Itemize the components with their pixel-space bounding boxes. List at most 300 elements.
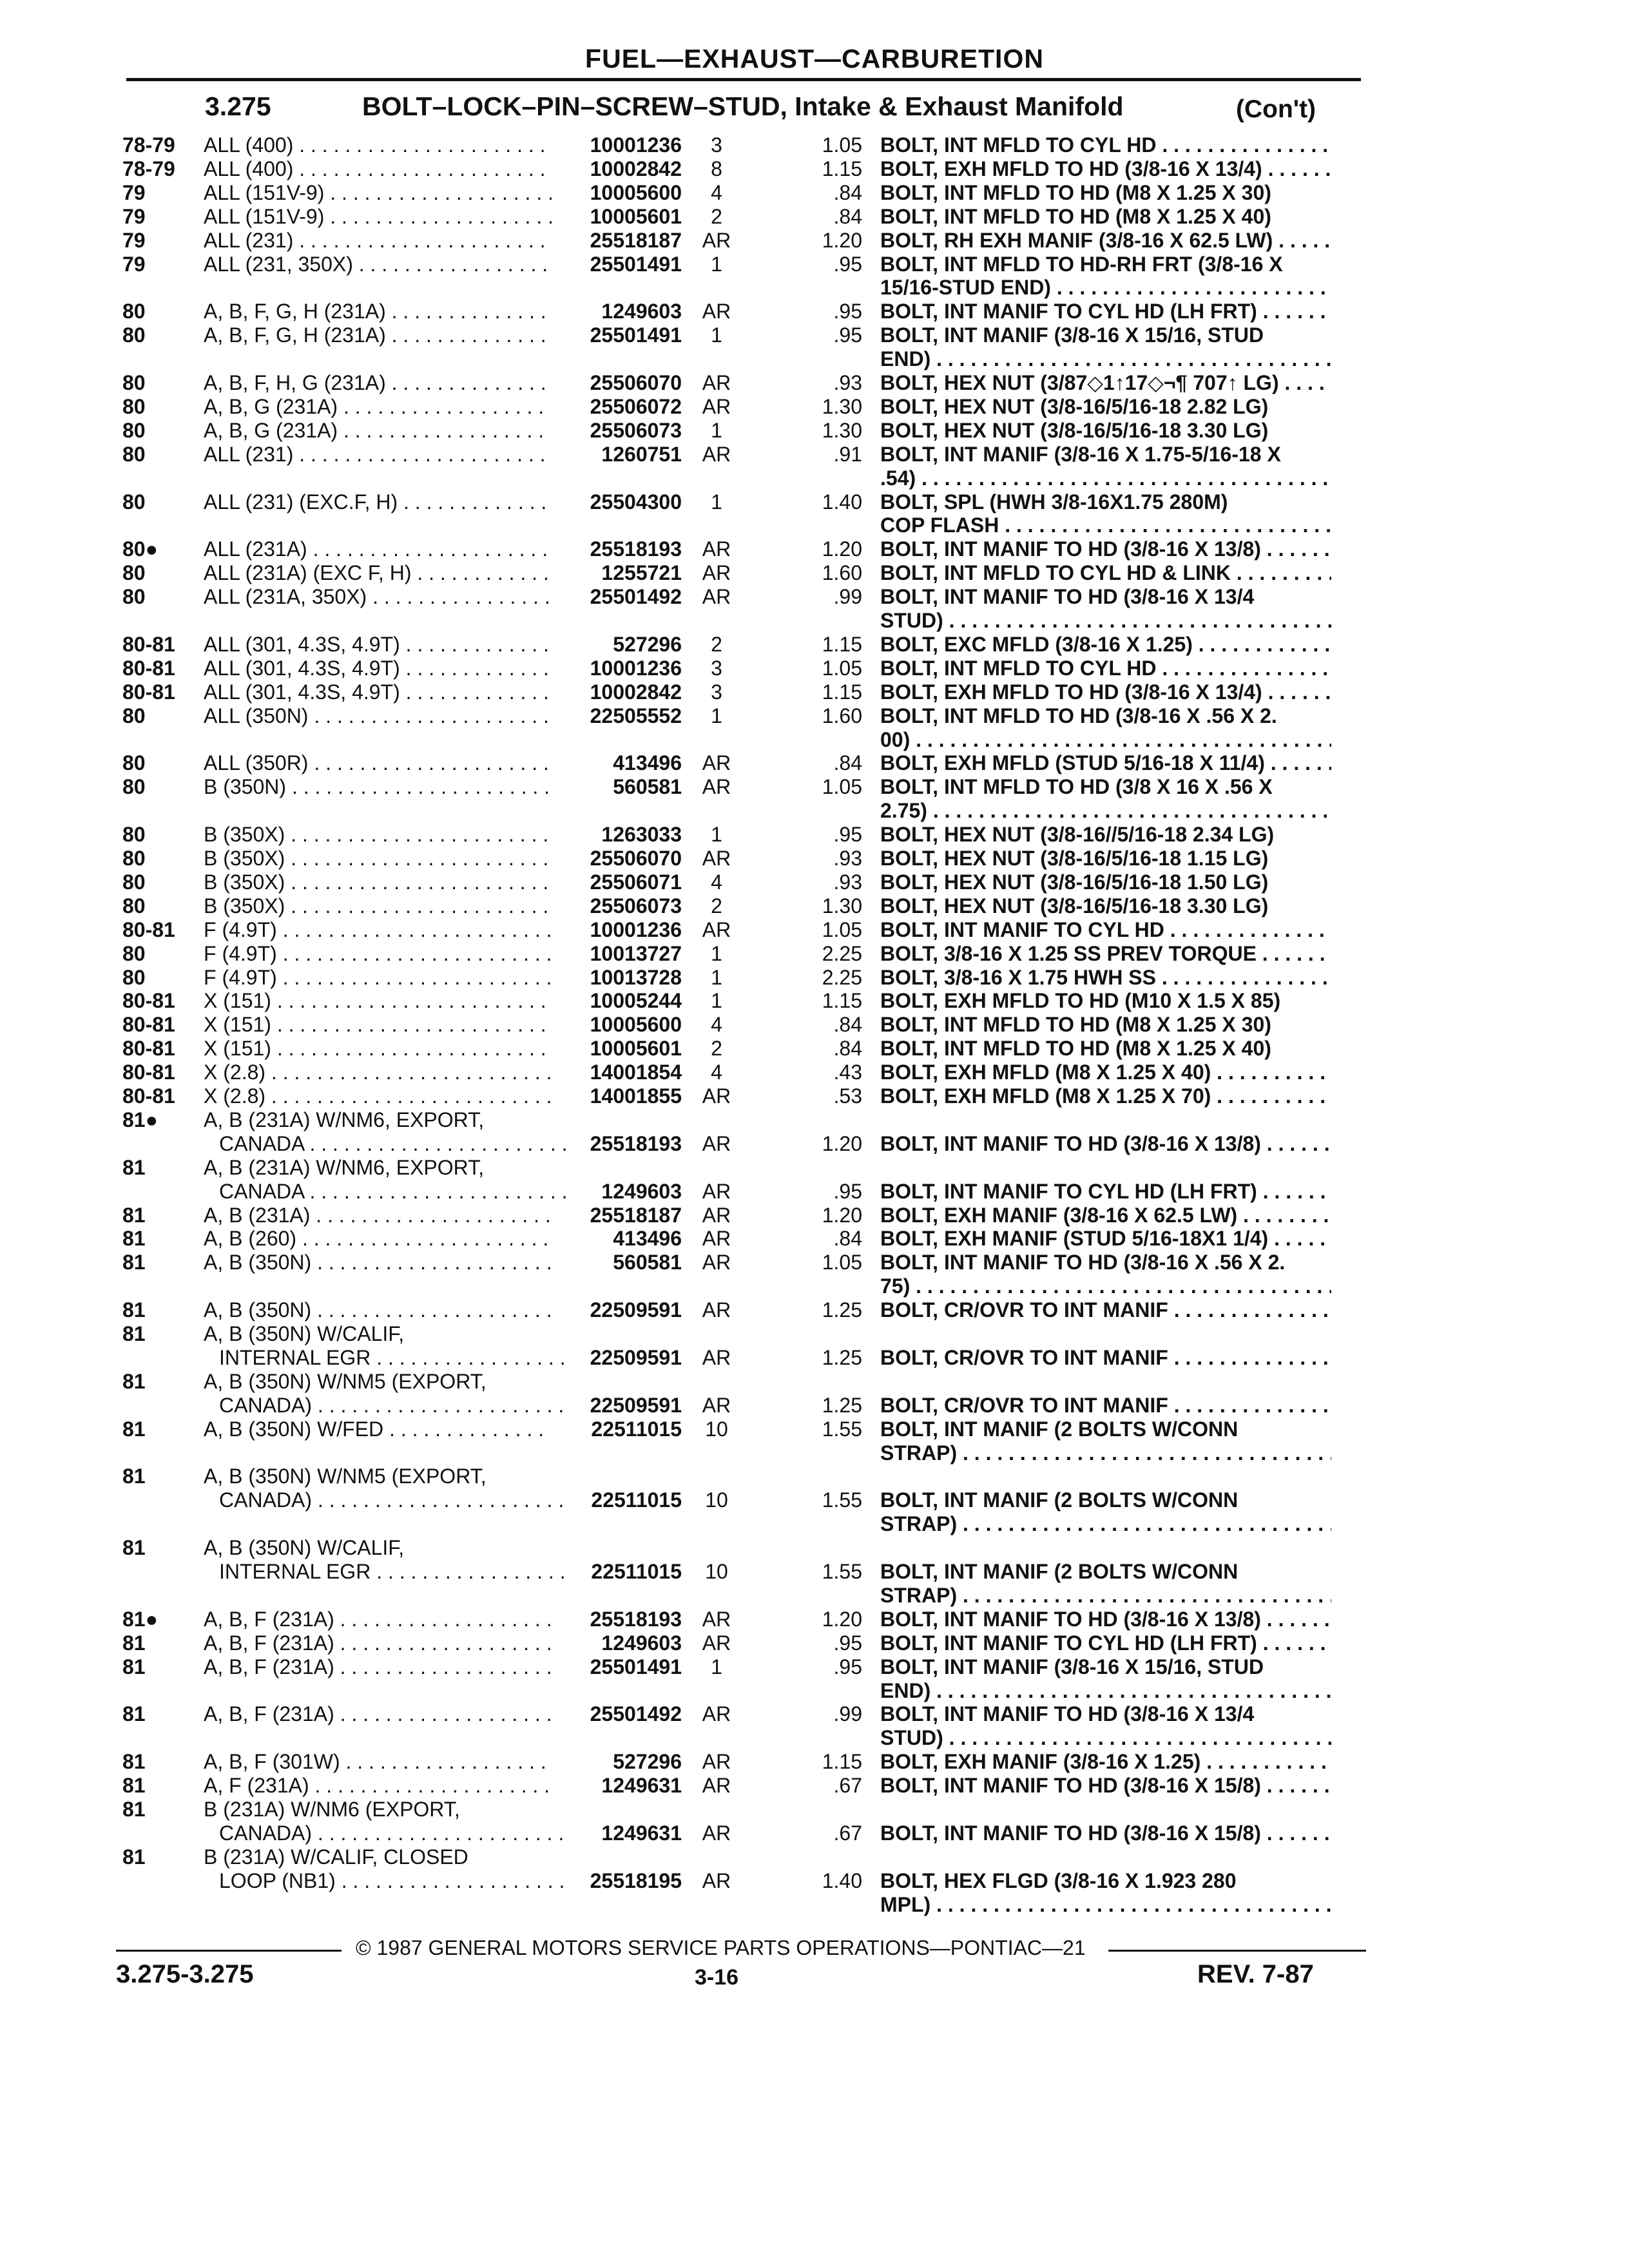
part-name-cell: BOLT, HEX NUT (3/8-16/5/16-18 2.82 LG) xyxy=(880,395,1269,418)
part-number-cell: 10013728 xyxy=(590,966,682,989)
footer-rule-left xyxy=(116,1950,342,1952)
application-cell: ALL (231, 350X) . . . xyxy=(204,252,552,276)
application-cell: A, B (350N) W/FED . . . xyxy=(204,1417,552,1441)
price-cell: .99 xyxy=(833,1702,862,1725)
quantity-cell: AR xyxy=(702,1251,731,1274)
application-cell: B (350X) . . . xyxy=(204,822,552,847)
part-number-cell: 560581 xyxy=(613,775,682,798)
model-year-cell: 80 xyxy=(122,823,146,846)
part-name-cell: BOLT, INT MANIF (3/8-16 X 15/16, STUD xyxy=(880,1655,1264,1678)
part-name-cell: BOLT, INT MFLD TO CYL HD & LINK . . . xyxy=(880,561,1331,585)
table-row xyxy=(0,1678,1629,1703)
application-cell: A, B, F (231A) . . . xyxy=(204,1607,552,1631)
table-row xyxy=(0,751,1629,775)
part-number-cell: 14001854 xyxy=(590,1061,682,1084)
application-cell: ALL (231A) . . . xyxy=(204,537,552,561)
application-cell: CANADA . . . xyxy=(219,1131,567,1156)
part-number-cell: 25518193 xyxy=(590,1608,682,1631)
price-cell: .95 xyxy=(833,323,862,347)
application-cell: X (2.8) . . . xyxy=(204,1084,552,1108)
quantity-cell: 1 xyxy=(711,1655,722,1678)
part-name-cell: MPL) . . . xyxy=(880,1892,1331,1917)
price-cell: .93 xyxy=(833,847,862,870)
price-cell: 1.60 xyxy=(822,704,862,727)
model-year-cell: 80 xyxy=(122,443,146,466)
model-year-cell: 79 xyxy=(122,205,146,228)
part-number-cell: 10005600 xyxy=(590,181,682,204)
application-cell: ALL (350R) . . . xyxy=(204,751,552,775)
quantity-cell: AR xyxy=(702,537,731,561)
model-year-cell: 81● xyxy=(122,1608,158,1631)
price-cell: .95 xyxy=(833,300,862,323)
part-name-cell: BOLT, INT MANIF TO CYL HD (LH FRT) . . . xyxy=(880,299,1331,323)
part-name-cell: BOLT, HEX FLGD (3/8-16 X 1.923 280 xyxy=(880,1869,1237,1892)
price-cell: 1.25 xyxy=(822,1346,862,1369)
price-cell: 1.05 xyxy=(822,1251,862,1274)
model-year-cell: 81 xyxy=(122,1750,146,1773)
price-cell: 1.05 xyxy=(822,133,862,157)
footer-copyright: © 1987 GENERAL MOTORS SERVICE PARTS OPERATIONS—PONTIAC—21 xyxy=(356,1936,1086,1959)
part-number-cell: 22511015 xyxy=(591,1488,682,1512)
model-year-cell: 80 xyxy=(122,395,146,418)
table-row xyxy=(0,870,1629,894)
application-cell: B (350X) . . . xyxy=(204,894,552,918)
table-row xyxy=(0,774,1629,799)
part-name-cell: BOLT, EXC MFLD (3/8-16 X 1.25) . . . xyxy=(880,632,1331,657)
application-cell: ALL (400) . . . xyxy=(204,133,552,157)
part-number-cell: 10005600 xyxy=(590,1013,682,1036)
table-row xyxy=(0,1369,1629,1394)
part-number-cell: 1260751 xyxy=(601,443,682,466)
price-cell: 1.15 xyxy=(822,157,862,180)
model-year-cell: 80-81 xyxy=(122,1084,175,1108)
part-name-cell: 15/16-STUD END) . . . xyxy=(880,275,1331,300)
application-cell: ALL (231) . . . xyxy=(204,228,552,253)
part-name-cell: STUD) . . . xyxy=(880,1725,1331,1750)
table-row xyxy=(0,988,1629,1013)
footer-revision: REV. 7-87 xyxy=(1197,1960,1314,1988)
quantity-cell: 4 xyxy=(711,870,722,894)
quantity-cell: AR xyxy=(702,229,731,252)
table-row xyxy=(0,1274,1629,1298)
model-year-cell: 81 xyxy=(122,1798,146,1821)
model-year-cell: 81 xyxy=(122,1774,146,1797)
model-year-cell: 80-81 xyxy=(122,633,175,656)
quantity-cell: 10 xyxy=(705,1560,728,1583)
table-row xyxy=(0,1179,1629,1204)
price-cell: 1.15 xyxy=(822,1750,862,1773)
part-name-cell: BOLT, INT MFLD TO HD (M8 X 1.25 X 40) xyxy=(880,1037,1271,1060)
model-year-cell: 80-81 xyxy=(122,1061,175,1084)
model-year-cell: 80 xyxy=(122,490,146,514)
application-cell: F (4.9T) . . . xyxy=(204,918,552,942)
price-cell: .67 xyxy=(833,1821,862,1845)
price-cell: 1.55 xyxy=(822,1560,862,1583)
application-cell: ALL (231) . . . xyxy=(204,442,552,466)
table-row xyxy=(0,1512,1629,1536)
part-name-cell: BOLT, HEX NUT (3/8-16/5/16-18 1.50 LG) xyxy=(880,870,1269,894)
part-number-cell: 10001236 xyxy=(590,657,682,680)
part-number-cell: 1249603 xyxy=(601,300,682,323)
application-cell: ALL (151V-9) . . . xyxy=(204,180,552,205)
model-year-cell: 81 xyxy=(122,1536,146,1559)
part-number-cell: 25506071 xyxy=(590,870,682,894)
application-cell: A, B (231A) W/NM6, EXPORT, xyxy=(204,1156,485,1179)
model-year-cell: 80 xyxy=(122,966,146,989)
application-cell: X (151) . . . xyxy=(204,988,552,1013)
part-name-cell: BOLT, INT MFLD TO HD (M8 X 1.25 X 30) xyxy=(880,1013,1271,1036)
part-name-cell: BOLT, INT MANIF TO HD (3/8-16 X 13/8) . . . xyxy=(880,1607,1331,1631)
application-cell: A, F (231A) . . . xyxy=(204,1773,552,1798)
application-cell: A, B, F, G, H (231A) . . . xyxy=(204,299,552,323)
part-name-cell: STRAP) . . . xyxy=(880,1441,1331,1465)
part-number-cell: 10001236 xyxy=(590,918,682,941)
table-row xyxy=(0,466,1629,490)
quantity-cell: 1 xyxy=(711,323,722,347)
table-row xyxy=(0,347,1629,371)
quantity-cell: 4 xyxy=(711,1013,722,1036)
table-row xyxy=(0,1012,1629,1037)
application-cell: ALL (350N) . . . xyxy=(204,704,552,728)
part-number-cell: 10005601 xyxy=(590,1037,682,1060)
part-name-cell: BOLT, HEX NUT (3/8-16/5/16-18 1.15 LG) xyxy=(880,847,1269,870)
table-row xyxy=(0,632,1629,657)
part-name-cell: END) . . . xyxy=(880,1678,1331,1703)
model-year-cell: 81 xyxy=(122,1845,146,1869)
table-row xyxy=(0,1869,1629,1893)
application-cell: ALL (231A, 350X) . . . xyxy=(204,584,552,609)
application-cell: X (2.8) . . . xyxy=(204,1060,552,1084)
part-name-cell: BOLT, HEX NUT (3/8-16//5/16-18 2.34 LG) xyxy=(880,823,1275,846)
part-number-cell: 25506073 xyxy=(590,894,682,918)
model-year-cell: 79 xyxy=(122,229,146,252)
table-row xyxy=(0,680,1629,704)
price-cell: .95 xyxy=(833,1180,862,1203)
quantity-cell: 8 xyxy=(711,157,722,180)
part-name-cell: STRAP) . . . xyxy=(880,1512,1331,1536)
quantity-cell: AR xyxy=(702,1821,731,1845)
application-cell: A, B, G (231A) . . . xyxy=(204,418,552,443)
application-cell: INTERNAL EGR . . . xyxy=(219,1345,567,1370)
part-number-cell: 25506070 xyxy=(590,847,682,870)
part-name-cell: 00) . . . xyxy=(880,727,1331,752)
table-row xyxy=(0,656,1629,680)
quantity-cell: AR xyxy=(702,395,731,418)
application-cell: B (350X) . . . xyxy=(204,846,552,870)
model-year-cell: 81 xyxy=(122,1655,146,1678)
part-number-cell: 1263033 xyxy=(601,823,682,846)
footer-rule-right xyxy=(1108,1950,1366,1952)
model-year-cell: 81 xyxy=(122,1251,146,1274)
part-number-cell: 22511015 xyxy=(591,1418,682,1441)
quantity-cell: AR xyxy=(702,1346,731,1369)
model-year-cell: 80 xyxy=(122,300,146,323)
part-number-cell: 413496 xyxy=(613,1227,682,1250)
part-name-cell: BOLT, EXH MANIF (STUD 5/16-18X1 1/4) . . . xyxy=(880,1226,1331,1251)
model-year-cell: 80-81 xyxy=(122,1037,175,1060)
part-name-cell: BOLT, INT MFLD TO HD (M8 X 1.25 X 40) xyxy=(880,205,1271,228)
part-name-cell: BOLT, INT MANIF TO HD (3/8-16 X 13/4 xyxy=(880,1702,1255,1725)
table-row xyxy=(0,1535,1629,1560)
table-row xyxy=(0,1393,1629,1418)
price-cell: .84 xyxy=(833,1037,862,1060)
part-name-cell: BOLT, INT MFLD TO HD (3/8-16 X .56 X 2. xyxy=(880,704,1277,727)
part-name-cell: BOLT, RH EXH MANIF (3/8-16 X 62.5 LW) . . . xyxy=(880,228,1331,253)
application-cell: B (231A) W/CALIF, CLOSED xyxy=(204,1845,468,1869)
model-year-cell: 81 xyxy=(122,1702,146,1725)
application-cell: CANADA) . . . xyxy=(219,1821,567,1845)
part-name-cell: 75) . . . xyxy=(880,1274,1331,1298)
price-cell: 1.30 xyxy=(822,419,862,442)
quantity-cell: 2 xyxy=(711,205,722,228)
quantity-cell: 2 xyxy=(711,1037,722,1060)
table-row xyxy=(0,252,1629,276)
part-name-cell: BOLT, INT MANIF (2 BOLTS W/CONN xyxy=(880,1418,1239,1441)
model-year-cell: 80-81 xyxy=(122,657,175,680)
application-cell: A, B (350N) W/NM5 (EXPORT, xyxy=(204,1465,487,1488)
application-cell: ALL (231A) (EXC F, H) . . . xyxy=(204,561,552,585)
table-row xyxy=(0,561,1629,585)
table-row xyxy=(0,1321,1629,1346)
application-cell: ALL (400) . . . xyxy=(204,157,552,181)
quantity-cell: AR xyxy=(702,1084,731,1108)
application-cell: INTERNAL EGR . . . xyxy=(219,1559,567,1584)
price-cell: .84 xyxy=(833,205,862,228)
price-cell: 1.60 xyxy=(822,561,862,584)
table-row xyxy=(0,584,1629,609)
part-name-cell: BOLT, CR/OVR TO INT MANIF . . . xyxy=(880,1393,1331,1418)
page-header-title: FUEL—EXHAUST—CARBURETION xyxy=(585,44,1044,73)
part-number-cell: 25506072 xyxy=(590,395,682,418)
part-number-cell: 10005601 xyxy=(590,205,682,228)
part-name-cell: BOLT, INT MANIF (3/8-16 X 15/16, STUD xyxy=(880,323,1264,347)
quantity-cell: AR xyxy=(702,775,731,798)
table-row xyxy=(0,941,1629,966)
application-cell: X (151) . . . xyxy=(204,1012,552,1037)
quantity-cell: AR xyxy=(702,1869,731,1892)
part-number-cell: 1249603 xyxy=(601,1180,682,1203)
quantity-cell: 3 xyxy=(711,657,722,680)
application-cell: CANADA . . . xyxy=(219,1179,567,1204)
model-year-cell: 80 xyxy=(122,751,146,774)
part-name-cell: BOLT, EXH MFLD (M8 X 1.25 X 70) . . . xyxy=(880,1084,1331,1108)
table-row xyxy=(0,204,1629,229)
price-cell: 1.25 xyxy=(822,1394,862,1417)
price-cell: 1.20 xyxy=(822,1132,862,1155)
quantity-cell: AR xyxy=(702,1227,731,1250)
quantity-cell: AR xyxy=(702,300,731,323)
price-cell: 1.20 xyxy=(822,1204,862,1227)
part-number-cell: 25518187 xyxy=(590,229,682,252)
model-year-cell: 80 xyxy=(122,323,146,347)
part-number-cell: 22509591 xyxy=(590,1346,682,1369)
model-year-cell: 81 xyxy=(122,1227,146,1250)
table-row xyxy=(0,1488,1629,1512)
price-cell: .53 xyxy=(833,1084,862,1108)
application-cell: X (151) . . . xyxy=(204,1036,552,1061)
table-row xyxy=(0,1845,1629,1869)
model-year-cell: 81 xyxy=(122,1370,146,1393)
table-row xyxy=(0,1345,1629,1370)
part-name-cell: BOLT, CR/OVR TO INT MANIF . . . xyxy=(880,1298,1331,1322)
quantity-cell: 3 xyxy=(711,680,722,704)
part-number-cell: 1249631 xyxy=(601,1821,682,1845)
part-name-cell: .54) . . . xyxy=(880,466,1331,490)
table-row xyxy=(0,798,1629,823)
application-cell: ALL (231) (EXC.F, H) . . . xyxy=(204,490,552,514)
quantity-cell: 2 xyxy=(711,894,722,918)
part-name-cell: BOLT, CR/OVR TO INT MANIF . . . xyxy=(880,1345,1331,1370)
quantity-cell: AR xyxy=(702,1180,731,1203)
application-cell: A, B (350N) W/CALIF, xyxy=(204,1536,405,1559)
table-row xyxy=(0,1108,1629,1132)
footer-section-range: 3.275-3.275 xyxy=(116,1960,254,1988)
quantity-cell: AR xyxy=(702,1631,731,1655)
part-name-cell: BOLT, INT MFLD TO CYL HD . . . xyxy=(880,656,1331,680)
quantity-cell: 4 xyxy=(711,1061,722,1084)
model-year-cell: 80 xyxy=(122,704,146,727)
model-year-cell: 80 xyxy=(122,419,146,442)
table-row xyxy=(0,442,1629,466)
table-row xyxy=(0,1892,1629,1917)
part-name-cell: STRAP) . . . xyxy=(880,1583,1331,1608)
model-year-cell: 81 xyxy=(122,1204,146,1227)
section-continued: (Con't) xyxy=(1236,95,1316,123)
table-row xyxy=(0,370,1629,395)
quantity-cell: 1 xyxy=(711,942,722,965)
quantity-cell: AR xyxy=(702,847,731,870)
footer-page-number: 3-16 xyxy=(695,1965,739,1990)
price-cell: 2.25 xyxy=(822,966,862,989)
part-name-cell: BOLT, 3/8-16 X 1.75 HWH SS . . . xyxy=(880,965,1331,990)
part-name-cell: BOLT, EXH MFLD TO HD (3/8-16 X 13/4) . . . xyxy=(880,680,1331,704)
quantity-cell: 1 xyxy=(711,704,722,727)
part-number-cell: 1255721 xyxy=(601,561,682,584)
table-row xyxy=(0,608,1629,633)
application-cell: A, B, F, G, H (231A) . . . xyxy=(204,323,552,347)
part-name-cell: BOLT, SPL (HWH 3/8-16X1.75 280M) xyxy=(880,490,1228,514)
table-row xyxy=(0,1607,1629,1631)
part-number-cell: 25501491 xyxy=(590,323,682,347)
table-row xyxy=(0,1773,1629,1798)
part-name-cell: BOLT, INT MFLD TO CYL HD . . . xyxy=(880,133,1331,157)
table-row xyxy=(0,894,1629,918)
model-year-cell: 80-81 xyxy=(122,918,175,941)
part-number-cell: 1249603 xyxy=(601,1631,682,1655)
model-year-cell: 80 xyxy=(122,942,146,965)
application-cell: A, B (350N) . . . xyxy=(204,1250,552,1274)
price-cell: 1.55 xyxy=(822,1418,862,1441)
part-number-cell: 22509591 xyxy=(590,1298,682,1321)
table-row xyxy=(0,1702,1629,1726)
application-cell: A, B (350N) W/CALIF, xyxy=(204,1322,405,1345)
quantity-cell: AR xyxy=(702,1298,731,1321)
part-name-cell: BOLT, HEX NUT (3/8-16/5/16-18 3.30 LG) xyxy=(880,419,1269,442)
table-row xyxy=(0,133,1629,157)
model-year-cell: 81 xyxy=(122,1322,146,1345)
model-year-cell: 78-79 xyxy=(122,133,175,157)
table-row xyxy=(0,490,1629,514)
application-cell: A, B, F (231A) . . . xyxy=(204,1631,552,1655)
part-name-cell: BOLT, INT MANIF (3/8-16 X 1.75-5/16-18 X xyxy=(880,443,1281,466)
model-year-cell: 79 xyxy=(122,181,146,204)
table-row xyxy=(0,394,1629,419)
part-number-cell: 14001855 xyxy=(590,1084,682,1108)
part-name-cell: BOLT, EXH MFLD TO HD (3/8-16 X 13/4) . . . xyxy=(880,157,1331,181)
price-cell: .95 xyxy=(833,823,862,846)
part-number-cell: 10002842 xyxy=(590,680,682,704)
quantity-cell: AR xyxy=(702,1608,731,1631)
quantity-cell: 1 xyxy=(711,823,722,846)
application-cell: ALL (301, 4.3S, 4.9T) . . . xyxy=(204,632,552,657)
part-number-cell: 22509591 xyxy=(590,1394,682,1417)
part-name-cell: BOLT, EXH MANIF (3/8-16 X 1.25) . . . xyxy=(880,1749,1331,1774)
part-name-cell: BOLT, INT MANIF (2 BOLTS W/CONN xyxy=(880,1560,1239,1583)
part-name-cell: BOLT, INT MANIF TO HD (3/8-16 X 13/4 xyxy=(880,585,1255,608)
model-year-cell: 80 xyxy=(122,561,146,584)
application-cell: A, B (350N) W/NM5 (EXPORT, xyxy=(204,1370,487,1393)
application-cell: A, B (231A) . . . xyxy=(204,1203,552,1227)
header-rule xyxy=(126,78,1361,81)
table-row xyxy=(0,1131,1629,1156)
part-number-cell: 25501492 xyxy=(590,585,682,608)
table-row xyxy=(0,1631,1629,1655)
model-year-cell: 80-81 xyxy=(122,680,175,704)
part-name-cell: END) . . . xyxy=(880,347,1331,371)
model-year-cell: 80 xyxy=(122,371,146,394)
application-cell: ALL (151V-9) . . . xyxy=(204,204,552,229)
part-number-cell: 25501491 xyxy=(590,1655,682,1678)
quantity-cell: 1 xyxy=(711,989,722,1012)
application-cell: A, B, F (301W) . . . xyxy=(204,1749,552,1774)
part-name-cell: BOLT, INT MFLD TO HD (M8 X 1.25 X 30) xyxy=(880,181,1271,204)
quantity-cell: 1 xyxy=(711,419,722,442)
price-cell: 1.05 xyxy=(822,775,862,798)
price-cell: .43 xyxy=(833,1061,862,1084)
quantity-cell: 10 xyxy=(705,1418,728,1441)
table-row xyxy=(0,965,1629,990)
model-year-cell: 80 xyxy=(122,894,146,918)
quantity-cell: AR xyxy=(702,918,731,941)
price-cell: 1.15 xyxy=(822,989,862,1012)
table-row xyxy=(0,1155,1629,1180)
part-number-cell: 25518193 xyxy=(590,1132,682,1155)
part-name-cell: BOLT, EXH MFLD TO HD (M10 X 1.5 X 85) xyxy=(880,989,1281,1012)
price-cell: .95 xyxy=(833,253,862,276)
part-name-cell: BOLT, INT MANIF TO CYL HD (LH FRT) . . . xyxy=(880,1179,1331,1204)
part-number-cell: 25504300 xyxy=(590,490,682,514)
price-cell: 1.20 xyxy=(822,1608,862,1631)
model-year-cell: 78-79 xyxy=(122,157,175,180)
part-name-cell: BOLT, INT MANIF TO HD (3/8-16 X 15/8) . . . xyxy=(880,1821,1331,1845)
table-row xyxy=(0,1036,1629,1061)
model-year-cell: 80 xyxy=(122,847,146,870)
table-row xyxy=(0,180,1629,205)
model-year-cell: 81 xyxy=(122,1631,146,1655)
part-name-cell: BOLT, INT MANIF TO HD (3/8-16 X 13/8) . . . xyxy=(880,1131,1331,1156)
part-number-cell: 25501491 xyxy=(590,253,682,276)
quantity-cell: 4 xyxy=(711,181,722,204)
part-number-cell: 25518187 xyxy=(590,1204,682,1227)
table-row xyxy=(0,846,1629,870)
table-row xyxy=(0,1749,1629,1774)
price-cell: .84 xyxy=(833,181,862,204)
table-row xyxy=(0,1441,1629,1465)
part-name-cell: BOLT, INT MFLD TO HD-RH FRT (3/8-16 X xyxy=(880,253,1283,276)
part-number-cell: 10002842 xyxy=(590,157,682,180)
model-year-cell: 81 xyxy=(122,1298,146,1321)
part-name-cell: BOLT, 3/8-16 X 1.25 SS PREV TORQUE . . . xyxy=(880,941,1331,966)
